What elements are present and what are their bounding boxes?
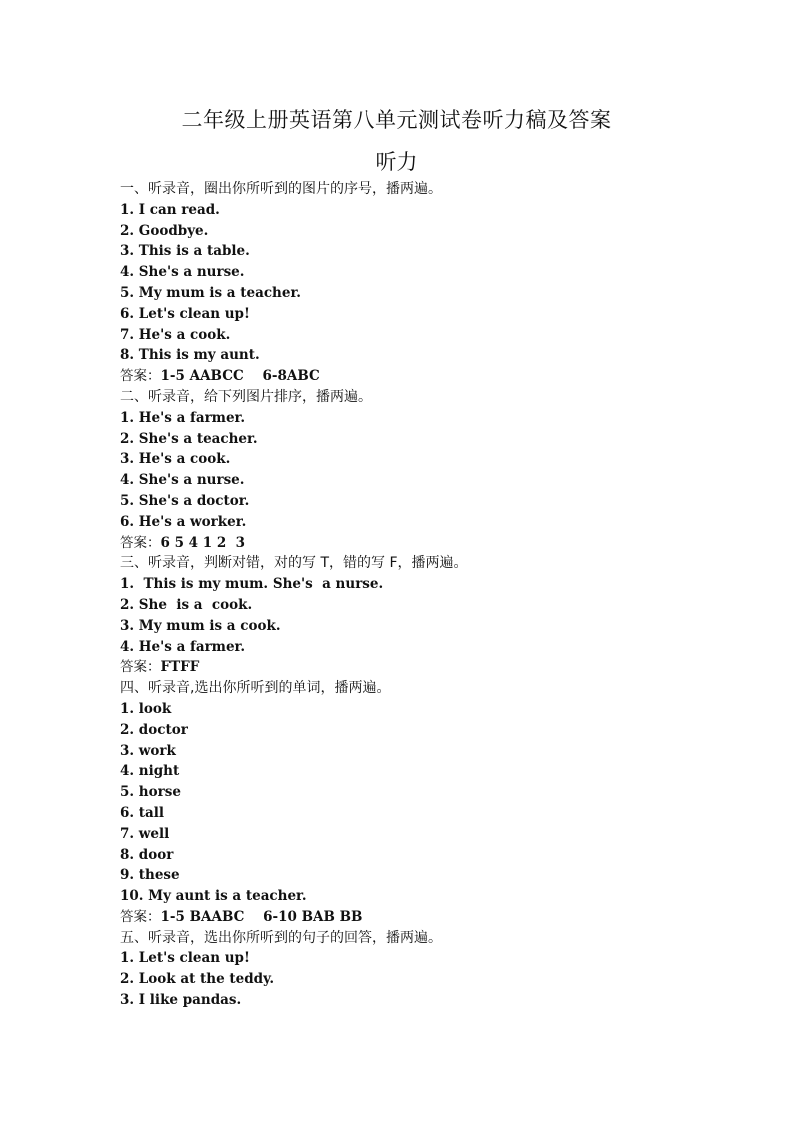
list-item: 5. She's a doctor. (120, 492, 250, 509)
list-item: 10. My aunt is a teacher. (120, 888, 307, 905)
list-item: 9. these (120, 867, 180, 884)
list-item: 7. well (120, 825, 170, 842)
section-heading: 二、听录音，给下列图片排序，播两遍。 (120, 388, 372, 405)
answer-line (120, 907, 760, 928)
section-3 (120, 553, 760, 678)
list-item: 8. This is my aunt. (120, 347, 260, 364)
list-item: 2. Look at the teddy. (120, 971, 275, 988)
answer-label: 答案： (120, 908, 161, 925)
list-item: 3. He's a cook. (120, 451, 231, 468)
list-item: 1. look (120, 700, 172, 717)
list-item: 6. tall (120, 804, 165, 821)
list-item: 8. door (120, 846, 174, 863)
section-heading: 四、听录音,选出你所听到的单词，播两遍。 (120, 680, 391, 697)
list-item: 3. I like pandas. (120, 992, 242, 1009)
answer-label: 答案： (120, 368, 161, 385)
section-4 (120, 678, 760, 928)
list-item: 3. My mum is a cook. (120, 617, 281, 634)
list-item: 6. Let's clean up! (120, 305, 250, 322)
document-body (120, 179, 760, 1011)
list-item: 1. I can read. (120, 201, 220, 218)
list-item: 4. She's a nurse. (120, 472, 245, 489)
section-heading: 三、听录音，判断对错，对的写 T，错的写 F，播两遍。 (120, 555, 468, 572)
list-item: 5. horse (120, 784, 181, 801)
list-item: 2. doctor (120, 721, 188, 738)
answer-value: 1-5 AABCC 6-8ABC (160, 368, 320, 385)
list-item: 7. He's a cook. (120, 326, 231, 343)
list-item: 3. This is a table. (120, 243, 250, 260)
list-item: 1. He's a farmer. (120, 409, 246, 426)
list-item: 4. night (120, 763, 180, 780)
answer-value: 6 5 4 1 2 3 (160, 534, 246, 551)
list-item: 3. work (120, 742, 176, 759)
answer-line (120, 657, 760, 678)
answer-value: FTFF (160, 659, 200, 676)
document-subtitle: 听力 (375, 150, 418, 174)
list-item: 2. Goodbye. (120, 222, 209, 239)
list-item: 1. Let's clean up! (120, 950, 250, 967)
list-item: 4. She's a nurse. (120, 264, 245, 281)
list-item: 1. This is my mum. She's a nurse. (120, 576, 384, 593)
section-heading: 五、听录音，选出你所听到的句子的回答，播两遍。 (120, 929, 442, 946)
list-item: 2. She is a cook. (120, 596, 253, 613)
answer-value: 1-5 BAABC 6-10 BAB BB (160, 908, 363, 925)
answer-line (120, 533, 760, 554)
section-5 (120, 928, 760, 1011)
list-item: 5. My mum is a teacher. (120, 284, 302, 301)
document-title: 二年级上册英语第八单元测试卷听力稿及答案 (181, 108, 612, 132)
list-item: 2. She's a teacher. (120, 430, 258, 447)
section-2 (120, 387, 760, 553)
answer-line (120, 366, 760, 387)
list-item: 6. He's a worker. (120, 513, 247, 530)
section-1 (120, 179, 760, 387)
answer-label: 答案： (120, 534, 161, 551)
section-heading: 一、听录音，圈出你所听到的图片的序号，播两遍。 (120, 181, 442, 197)
list-item: 4. He's a farmer. (120, 638, 246, 655)
answer-label: 答案： (120, 659, 161, 676)
